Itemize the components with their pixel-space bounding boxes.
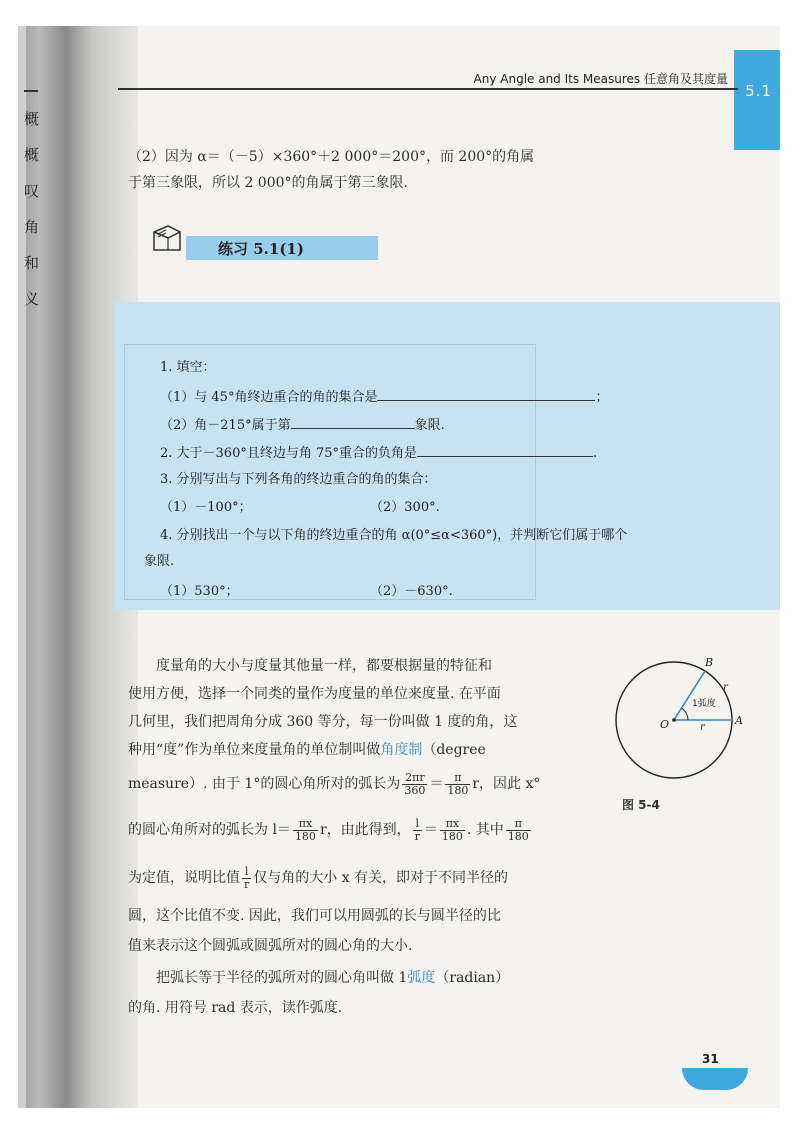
- exercise-q3: 3. 分别写出与下列各角的终边重合的角的集合：: [160, 472, 437, 487]
- body-line: 度量角的大小与度量其他量一样，都要根据量的特征和: [156, 658, 492, 674]
- answer-blank[interactable]: [377, 386, 595, 401]
- facing-char: 叹: [24, 182, 40, 200]
- text: 象限.: [414, 418, 445, 433]
- facing-char: 角: [24, 218, 40, 236]
- label-b: B: [705, 656, 714, 669]
- label-a: A: [735, 714, 743, 727]
- exercise-q1-2: [160, 414, 445, 436]
- text: 为定值，说明比值: [128, 870, 240, 886]
- text-line: 于第三象限，所以 2 000°的角属于第三象限.: [128, 175, 408, 191]
- label-arc-r: r: [723, 682, 728, 693]
- text: . 其中: [466, 822, 504, 838]
- text: （2）角－215°属于第: [160, 418, 291, 433]
- term-radian: 弧度: [407, 970, 436, 986]
- text-line: 4. 分别找出一个与以下角的终边重合的角 α(0°≤α<360°)，并判断它们属于哪个: [160, 528, 628, 543]
- label-radius-r: r: [700, 722, 705, 733]
- text: （1）－100°；: [160, 500, 252, 515]
- term-degree-measure: 角度制: [380, 742, 423, 758]
- text: r，因此 x°: [472, 776, 541, 792]
- body-line: [128, 862, 568, 894]
- denominator: 360: [404, 783, 426, 797]
- text-line: （2）因为 α＝（－5）×360°＋2 000°＝200°，而 200°的角属: [128, 149, 535, 165]
- facing-page-chars: [24, 112, 44, 328]
- text: （radian）: [435, 970, 510, 986]
- text: ；: [595, 390, 609, 405]
- section-tab: [734, 50, 780, 150]
- body-line: 的角. 用符号 rad 表示，读作弧度.: [128, 1000, 343, 1016]
- answer-blank[interactable]: [291, 414, 415, 429]
- answer-blank[interactable]: [417, 442, 593, 457]
- text: （1）530°；: [160, 584, 239, 599]
- label-o: O: [660, 718, 670, 731]
- numerator: πx: [293, 818, 318, 831]
- book-page: [18, 26, 780, 1108]
- exercise-q4: [144, 526, 740, 572]
- figure-caption: 图 5-4: [622, 798, 660, 812]
- body-line: 几何里，我们把周角分成 360 等分，每一份叫做 1 度的角，这: [128, 714, 518, 730]
- text: 把弧长等于半径的弧所对的圆心角叫做 1: [156, 970, 408, 986]
- numerator: π: [506, 818, 531, 831]
- fraction: [402, 772, 427, 797]
- text: measure）. 由于 1°的圆心角所对的弧长为: [128, 776, 401, 792]
- numerator: 2πr: [402, 772, 427, 785]
- running-title: Any Angle and Its Measures 任意角及其度量: [473, 72, 728, 86]
- exercise-q1-1: [160, 386, 608, 408]
- denominator: 180: [441, 829, 463, 843]
- facing-char: 和: [24, 254, 40, 272]
- exercise-label: 练习 5.1(1): [218, 240, 304, 258]
- fraction: [242, 866, 251, 891]
- text: 的圆心角所对的弧长为 l＝: [128, 822, 291, 838]
- text-line: 象限.: [144, 554, 175, 569]
- center-point: [672, 718, 676, 722]
- section-number: 5.1: [745, 82, 772, 100]
- fraction: [445, 772, 470, 797]
- page-number-decoration: [682, 1068, 748, 1090]
- angle-arc: [682, 708, 689, 720]
- denominator: r: [244, 877, 250, 891]
- exercise-q3-parts: [160, 498, 520, 518]
- text: （degree: [422, 742, 486, 758]
- text: 2. 大于－360°且终边与角 75°重合的负角是: [160, 446, 418, 461]
- label-one-radian: 1弧度: [692, 699, 716, 709]
- numerator: π: [445, 772, 470, 785]
- denominator: r: [414, 829, 420, 843]
- facing-char: 义: [24, 290, 40, 308]
- radius-ob: [674, 671, 705, 720]
- body-line: 值来表示这个圆弧或圆弧所对的圆心角的大小.: [128, 938, 413, 954]
- page-number: 31: [702, 1052, 719, 1066]
- fraction: [413, 818, 422, 843]
- text: （1）与 45°角终边重合的角的集合是: [160, 390, 378, 405]
- fraction: [293, 818, 318, 843]
- denominator: 180: [294, 829, 316, 843]
- text: （2）－630°.: [370, 584, 453, 599]
- exercise-q1: 1. 填空：: [160, 360, 216, 375]
- body-line: [128, 964, 568, 992]
- exercise-q4-parts: [160, 582, 520, 602]
- body-line: [128, 736, 568, 764]
- text: r，由此得到，: [319, 822, 411, 838]
- denominator: 180: [447, 783, 469, 797]
- book-icon: [150, 222, 184, 254]
- denominator: 180: [507, 829, 529, 843]
- numerator: l: [242, 866, 251, 879]
- body-line: [128, 768, 568, 800]
- facing-char: 概: [24, 146, 40, 164]
- body-line: [128, 814, 568, 846]
- exercise-q2: [160, 442, 597, 464]
- body-line: 使用方便，选择一个同类的量作为度量的单位来度量. 在平面: [128, 686, 501, 702]
- facing-char: 概: [24, 110, 40, 128]
- numerator: πx: [440, 818, 465, 831]
- text: 仅与角的大小 x 有关，即对于不同半径的: [253, 870, 509, 886]
- text: 种用“度”作为单位来度量角的单位制叫做: [128, 742, 381, 758]
- facing-page-rule: [24, 90, 38, 92]
- header-rule: [118, 88, 738, 90]
- text: ＝: [423, 822, 438, 838]
- fraction: [440, 818, 465, 843]
- text: ＝: [429, 776, 444, 792]
- figure-radian-diagram: [592, 654, 752, 794]
- text: （2）300°.: [370, 500, 440, 515]
- fraction: [506, 818, 531, 843]
- numerator: l: [413, 818, 422, 831]
- body-line: 圆，这个比值不变. 因此，我们可以用圆弧的长与圆半径的比: [128, 908, 501, 924]
- example-solution: [128, 144, 548, 196]
- text: .: [593, 446, 598, 461]
